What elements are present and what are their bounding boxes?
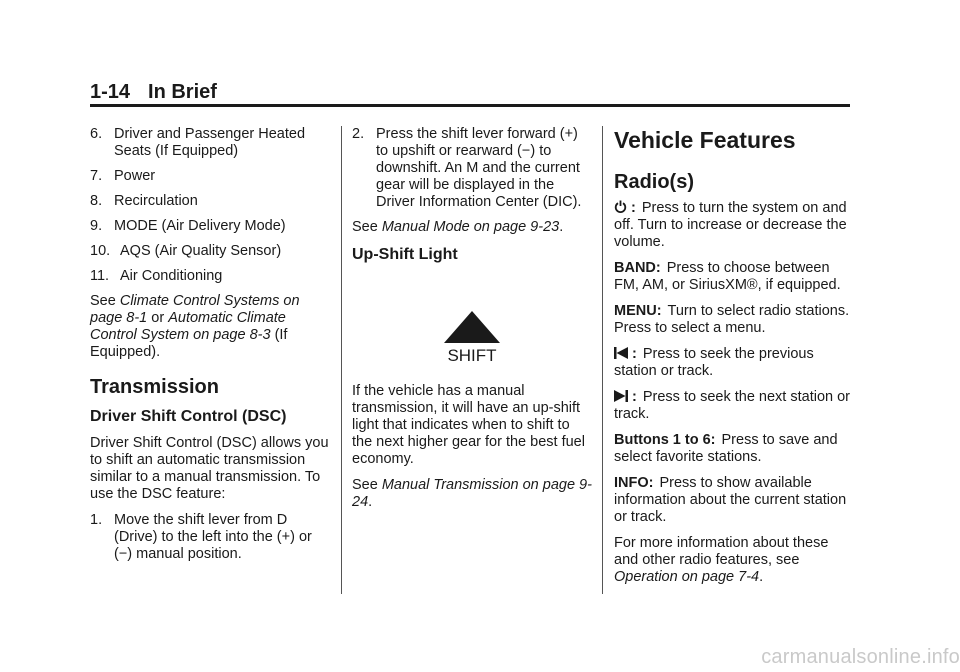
step-2: 2. Press the shift lever forward (+) to upshift or rearward (−) to downshift. An M and the current gear will be displayed in the Driver Information Center (DIC). <box>352 126 582 210</box>
info-description: INFO: Press to show available information about the current station or track. <box>614 475 847 525</box>
xref-automatic-climate[interactable]: Automatic Climate Control System on page 8-3 <box>90 310 286 343</box>
watermark: carmanualsonline.info <box>761 646 960 668</box>
seek-next-description: : Press to seek the next station or track. <box>614 389 850 422</box>
xref-manual-transmission[interactable]: Manual Transmission on page 9-24 <box>352 477 592 510</box>
upshift-light-figure <box>352 273 592 383</box>
column-2 <box>352 126 592 520</box>
power-knob-description: : Press to turn the system on and off. Turn to increase or decrease the volume. <box>614 200 847 250</box>
manual-transmission-see-reference: See Manual Transmission on page 9-24. <box>352 477 592 510</box>
list-item: 6. Driver and Passenger Heated Seats (If Equipped) <box>90 126 306 159</box>
dsc-heading: Driver Shift Control (DSC) <box>90 408 287 425</box>
column-divider-2 <box>602 126 603 594</box>
buttons-label: Buttons 1 to 6: <box>614 432 716 448</box>
seek-previous-description: : Press to seek the previous station or track. <box>614 346 814 379</box>
xref-climate-control[interactable]: Climate Control Systems on page 8-1 <box>90 293 300 326</box>
list-item: 8. Recirculation <box>90 193 198 209</box>
page-number: 1-14 <box>90 81 131 103</box>
list-item: 10. AQS (Air Quality Sensor) <box>90 243 282 259</box>
dsc-paragraph: Driver Shift Control (DSC) allows you to shift an automatic transmission similar to a manual transmission. To use the DSC feature: <box>90 435 329 502</box>
shift-triangle-icon <box>438 309 506 365</box>
xref-operation[interactable]: Operation on page 7-4 <box>614 569 760 585</box>
header-rule <box>90 104 850 107</box>
list-item: 9. MODE (Air Delivery Mode) <box>90 218 286 234</box>
more-info-paragraph: For more information about these and other radio features, see Operation on page 7-4. <box>614 535 829 585</box>
seek-previous-icon <box>614 347 628 359</box>
seek-next-icon <box>614 390 628 402</box>
xref-manual-mode[interactable]: Manual Mode on page 9-23 <box>381 219 560 235</box>
band-label: BAND: <box>614 260 661 276</box>
climate-see-reference: See Climate Control Systems on page 8-1 or Automatic Climate Control System on page 8-3 (If Equipped). <box>90 293 300 360</box>
column-1 <box>90 126 330 571</box>
list-item: 11. Air Conditioning <box>90 268 223 284</box>
section-title: In Brief <box>148 81 217 103</box>
menu-description: MENU: Turn to select radio stations. Press to select a menu. <box>614 303 850 336</box>
radio-heading: Radio(s) <box>614 171 694 193</box>
power-icon <box>614 200 627 213</box>
upshift-heading: Up-Shift Light <box>352 246 458 263</box>
list-item: 7. Power <box>90 168 156 184</box>
band-description: BAND: Press to choose between FM, AM, or SiriusXM®, if equipped. <box>614 260 841 293</box>
vehicle-features-heading: Vehicle Features <box>614 127 796 153</box>
manual-mode-see-reference: See Manual Mode on page 9-23. <box>352 219 564 235</box>
upshift-paragraph: If the vehicle has a manual transmission, it will have an up-shift light that indicates when to shift to the next higher gear for the best fuel economy. <box>352 383 585 467</box>
preset-buttons-description: Buttons 1 to 6: Press to save and select favorite stations. <box>614 432 838 465</box>
shift-icon-label: SHIFT <box>447 346 497 365</box>
column-3 <box>614 126 850 595</box>
column-divider-1 <box>341 126 342 594</box>
transmission-heading: Transmission <box>90 376 219 398</box>
menu-label: MENU: <box>614 303 662 319</box>
step-1: 1. Move the shift lever from D (Drive) to the left into the (+) or (−) manual position. <box>90 512 312 562</box>
info-label: INFO: <box>614 475 654 491</box>
page-header <box>90 80 850 104</box>
